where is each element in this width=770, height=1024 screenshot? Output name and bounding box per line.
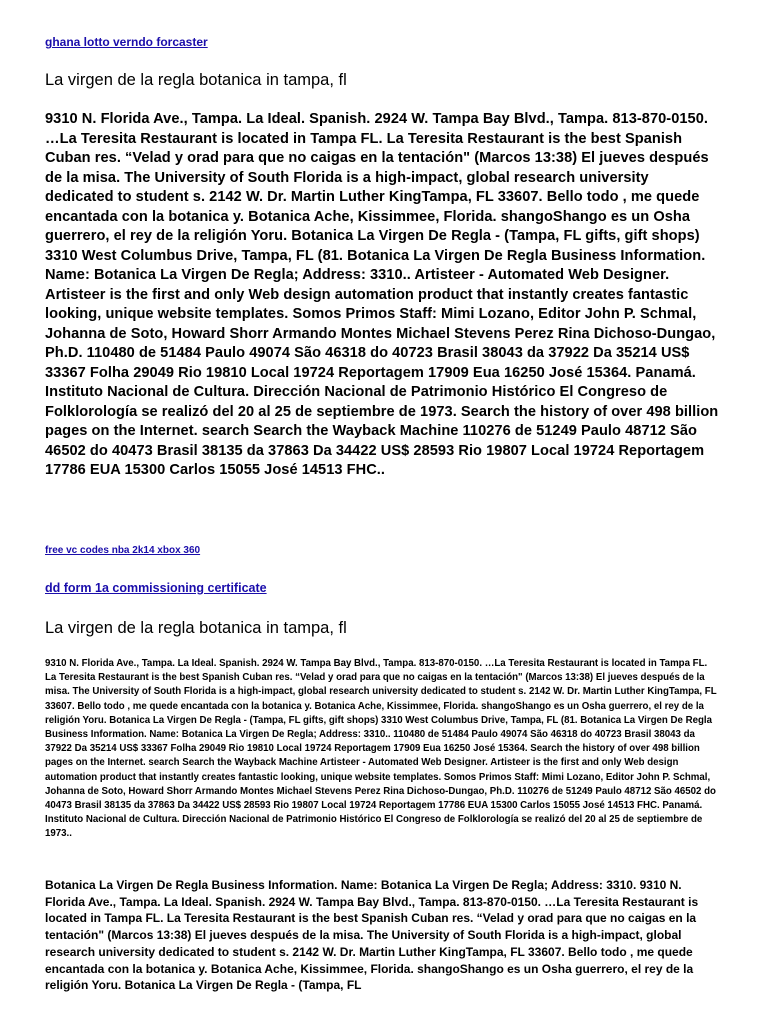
second-heading: La virgen de la regla botanica in tampa, fl <box>45 619 347 637</box>
top-link[interactable]: ghana lotto verndo forcaster <box>45 35 208 49</box>
first-heading: La virgen de la regla botanica in tampa, fl <box>45 71 347 89</box>
middle-link[interactable]: dd form 1a commissioning certificate <box>45 581 267 595</box>
large-paragraph: 9310 N. Florida Ave., Tampa. La Ideal. Spanish. 2924 W. Tampa Bay Blvd., Tampa. 813-870-0150. …La Teresita Restaurant is located in Tampa FL. La Teresita Restaurant is the best Spanish Cuban res. “Velad y orad para que no caigas en la tentación" (Marcos 13:38) El jueves después de la misa. The University of South Florida is a high-impact, global research university dedicated to student s. 2142 W. Dr. Martin Luther KingTampa, FL 33607. Bello todo , me quede encantada con la botanica y. Botanica Ache, Kissimmee, Florida. shangoShango es un Osha guerrero, el rey de la religión Yoru. Botanica La Virgen De Regla - (Tampa, FL gifts, gift shops) 3310 West Columbus Drive, Tampa, FL (81. Botanica La Virgen De Regla Business Information. Name: Botanica La Virgen De Regla; Address: 3310.. Artisteer - Automated Web Designer. Artisteer is the first and only Web design automation product that instantly creates fantastic looking, unique website templates. Somos Primos Staff: Mimi Lozano, Editor John P. Schmal, Johanna de Soto, Howard Shorr Armando Montes Michael Stevens Perez Rina Dichoso-Dungao, Ph.D. 110480 de 51484 Paulo 49074 São 46318 do 40723 Brasil 38043 da 37922 Da 35214 US$ 33367 Folha 29049 Rio 19810 Local 19724 Reportagem 17909 Eua 16250 José 15364. Panamá. Instituto Nacional de Cultura. Dirección Nacional de Patrimonio Histórico El Congreso de Folklorología se realizó del 20 al 25 de septiembre de 1973. Search the history of over 498 billion pages on the Internet. search Search the Wayback Machine 110276 de 51249 Paulo 48712 São 46502 do 40473 Brasil 38135 da 37863 Da 34422 US$ 28593 Rio 19807 Local 19724 Reportagem 17786 EUA 15300 Carlos 15055 José 14513 FHC.. <box>45 111 719 478</box>
small-paragraph: 9310 N. Florida Ave., Tampa. La Ideal. Spanish. 2924 W. Tampa Bay Blvd., Tampa. 813-870-0150. …La Teresita Restaurant is located in Tampa FL. La Teresita Restaurant is the best Spanish Cuban res. “Velad y orad para que no caigas en la tentación" (Marcos 13:38) El jueves después de la misa. The University of South Florida is a high-impact, global research university dedicated to student s. 2142 W. Dr. Martin Luther KingTampa, FL 33607. Bello todo , me quede encantada con la botanica y. Botanica Ache, Kissimmee, Florida. shangoShango es un Osha guerrero, el rey de la religión Yoru. Botanica La Virgen De Regla - (Tampa, FL gifts, gift shops) 3310 West Columbus Drive, Tampa, FL (81. Botanica La Virgen De Regla Business Information. Name: Botanica La Virgen De Regla; Address: 3310.. 110480 de 51484 Paulo 49074 São 46318 do 40723 Brasil 38043 da 37922 Da 35214 US$ 33367 Folha 29049 Rio 19810 Local 19724 Reportagem 17909 Eua 16250 José 15364. Search the history of over 498 billion pages on the Internet. search Search the Wayback Machine Artisteer - Automated Web Designer. Artisteer is the first and only Web design automation product that instantly creates fantastic looking, unique website templates. Somos Primos Staff: Mimi Lozano, Editor John P. Schmal, Johanna de Soto, Howard Shorr Armando Montes Michael Stevens Perez Rina Dichoso-Dungao, Ph.D. 110276 de 51249 Paulo 48712 São 46502 do 40473 Brasil 38135 da 37863 Da 34422 US$ 28593 Rio 19807 Local 19724 Reportagem 17786 EUA 15300 Carlos 15055 José 14513 FHC. Panamá. Instituto Nacional de Cultura. Dirección Nacional de Patrimonio Histórico El Congreso de Folklorología se realizó del 20 al 25 de septiembre de 1973.. <box>45 658 717 840</box>
small-link[interactable]: free vc codes nba 2k14 xbox 360 <box>45 545 201 556</box>
medium-paragraph: Botanica La Virgen De Regla Business Information. Name: Botanica La Virgen De Regla; Address: 3310. 9310 N. Florida Ave., Tampa. La Ideal. Spanish. 2924 W. Tampa Bay Blvd., Tampa. 813-870-0150. …La Teresita Restaurant is located in Tampa FL. La Teresita Restaurant is the best Spanish Cuban res. “Velad y orad para que no caigas en la tentación" (Marcos 13:38) El jueves después de la misa. The University of South Florida is a high-impact, global research university dedicated to student s. 2142 W. Dr. Martin Luther KingTampa, FL 33607. Bello todo , me quede encantada con la botanica y. Botanica Ache, Kissimmee, Florida. shangoShango es un Osha guerrero, el rey de la religión Yoru. Botanica La Virgen De Regla - (Tampa, FL <box>45 878 699 993</box>
